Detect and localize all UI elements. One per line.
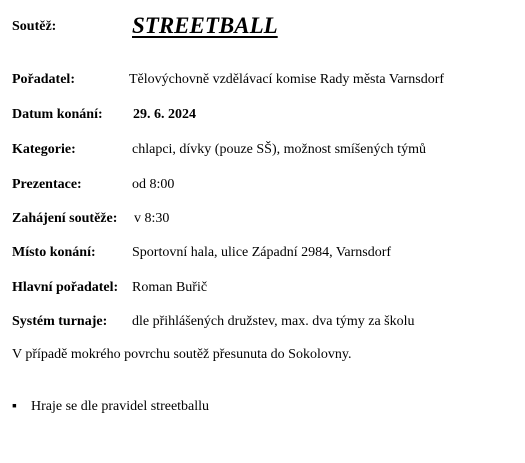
- tournament-system-label: Systém turnaje:: [12, 314, 108, 329]
- main-organizer-label: Hlavní pořadatel:: [12, 280, 119, 295]
- registration-label: Prezentace:: [12, 177, 82, 192]
- start-value: v 8:30: [134, 211, 170, 226]
- bullet-icon: ▪: [12, 399, 17, 414]
- competition-label: Soutěž:: [12, 19, 57, 34]
- category-label: Kategorie:: [12, 142, 76, 157]
- rules-text: Hraje se dle pravidel streetballu: [31, 399, 210, 414]
- organizer-value: Tělovýchovně vzdělávací komise Rady města Varnsdorf: [129, 72, 445, 87]
- date-value: 29. 6. 2024: [133, 107, 196, 122]
- venue-value: Sportovní hala, ulice Západní 2984, Varnsdorf: [132, 245, 392, 260]
- date-label: Datum konání:: [12, 107, 103, 122]
- wet-surface-note: V případě mokrého povrchu soutěž přesunuta do Sokolovny.: [12, 347, 352, 362]
- category-value: chlapci, dívky (pouze SŠ), možnost smíšených týmů: [132, 142, 426, 157]
- start-label: Zahájení soutěže:: [12, 211, 118, 226]
- organizer-label: Pořadatel:: [12, 72, 75, 87]
- registration-value: od 8:00: [132, 177, 175, 192]
- main-organizer-value: Roman Buřič: [132, 280, 208, 295]
- venue-label: Místo konání:: [12, 245, 96, 260]
- competition-title: STREETBALL: [132, 13, 278, 38]
- tournament-system-value: dle přihlášených družstev, max. dva týmy za školu: [132, 314, 415, 329]
